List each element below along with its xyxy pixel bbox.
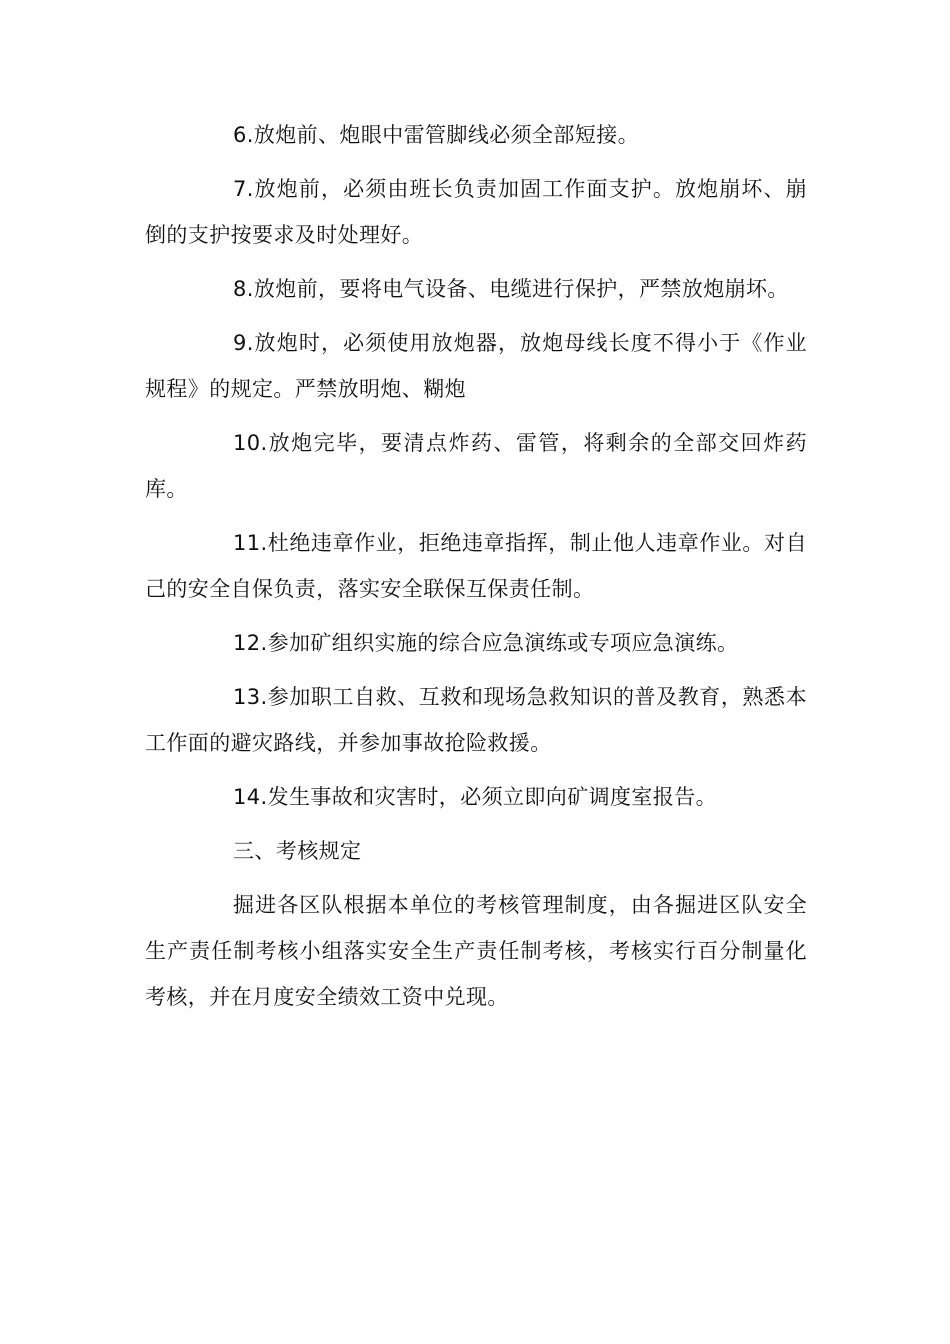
paragraph-item-13: 13.参加职工自救、互救和现场急救知识的普及教育，熟悉本工作面的避灾路线，并参加事故抢险救援。 <box>145 685 807 755</box>
paragraph-item-14: 14.发生事故和灾害时，必须立即向矿调度室报告。 <box>233 785 717 809</box>
section-heading: 三、考核规定 <box>233 839 362 863</box>
assessment-paragraph: 掘进各区队根据本单位的考核管理制度，由各掘进区队安全生产责任制考核小组落实安全生产责任制考核，考核实行百分制量化考核，并在月度安全绩效工资中兑现。 <box>145 893 807 1009</box>
paragraph-item-12: 12.参加矿组织实施的综合应急演练或专项应急演练。 <box>233 631 739 655</box>
document-body <box>145 112 807 1028</box>
paragraph-item-10: 10.放炮完毕，要清点炸药、雷管，将剩余的全部交回炸药库。 <box>145 431 807 501</box>
paragraph-item-8: 8.放炮前，要将电气设备、电缆进行保护，严禁放炮崩坏。 <box>233 277 789 301</box>
paragraph-item-9: 9.放炮时，必须使用放炮器，放炮母线长度不得小于《作业规程》的规定。严禁放明炮、糊炮 <box>145 331 807 401</box>
paragraph-item-7: 7.放炮前，必须由班长负责加固工作面支护。放炮崩坏、崩倒的支护按要求及时处理好。 <box>145 177 807 247</box>
paragraph-item-11: 11.杜绝违章作业，拒绝违章指挥，制止他人违章作业。对自己的安全自保负责，落实安全联保互保责任制。 <box>145 531 807 601</box>
paragraph-item-6: 6.放炮前、炮眼中雷管脚线必须全部短接。 <box>233 123 640 147</box>
